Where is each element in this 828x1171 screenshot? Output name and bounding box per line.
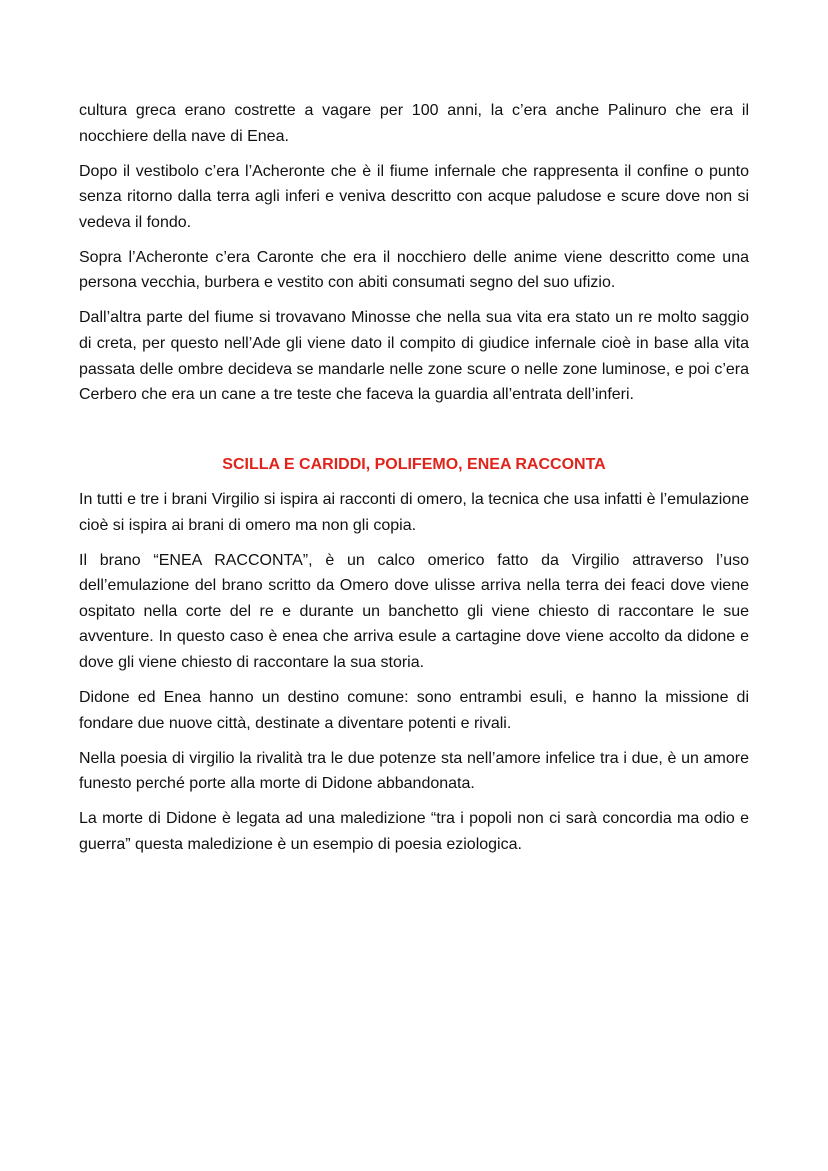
section-spacer <box>79 417 749 452</box>
paragraph: La morte di Didone è legata ad una maledizione “tra i popoli non ci sarà concordia ma odio e guerra” questa maledizione è un esempio di poesia eziologica. <box>79 810 749 853</box>
section-heading: SCILLA E CARIDDI, POLIFEMO, ENEA RACCONTA <box>222 456 606 474</box>
paragraph: cultura greca erano costrette a vagare per 100 anni, la c’era anche Palinuro che era il nocchiere della nave di Enea. <box>79 102 749 145</box>
paragraph: Didone ed Enea hanno un destino comune: sono entrambi esuli, e hanno la missione di fondare due nuove città, destinate a diventare potenti e rivali. <box>79 689 749 732</box>
paragraph: Il brano “ENEA RACCONTA”, è un calco omerico fatto da Virgilio attraverso l’uso dell’emulazione del brano scritto da Omero dove ulisse arriva nella terra dei feaci dove viene ospitato nella corte del re e durante un banchetto gli viene chiesto di raccontare le sue avventure. In questo caso è enea che arriva esule a cartagine dove viene accolto da didone e dove gli viene chiesto di raccontare la sua storia. <box>79 551 749 672</box>
paragraph: Dopo il vestibolo c’era l’Acheronte che è il fiume infernale che rappresenta il confine o punto senza ritorno dalla terra agli inferi e veniva descritto con acque paludose e scure dove non si vedeva il fondo. <box>79 162 749 231</box>
paragraph: Sopra l’Acheronte c’era Caronte che era il nocchiero delle anime viene descritto come una persona vecchia, burbera e vestito con abiti consumati segno del suo ufizio. <box>79 248 749 292</box>
paragraph: Dall’altra parte del fiume si trovavano Minosse che nella sua vita era stato un re molto saggio di creta, per questo nell’Ade gli viene dato il compito di giudice infernale cioè in base alla vita passata delle ombre decideva se mandarle nelle zone scure o nelle zone luminose, e poi c’era Cerbero che era un cane a tre teste che faceva la guardia all’entrata dell’inferi. <box>79 309 749 404</box>
paragraph: In tutti e tre i brani Virgilio si ispira ai racconti di omero, la tecnica che usa infatti è l’emulazione cioè si ispira ai brani di omero ma non gli copia. <box>79 491 749 534</box>
paragraph: Nella poesia di virgilio la rivalità tra le due potenze sta nell’amore infelice tra i due, è un amore funesto perché porte alla morte di Didone abbandonata. <box>79 749 749 793</box>
document-page <box>79 98 749 867</box>
